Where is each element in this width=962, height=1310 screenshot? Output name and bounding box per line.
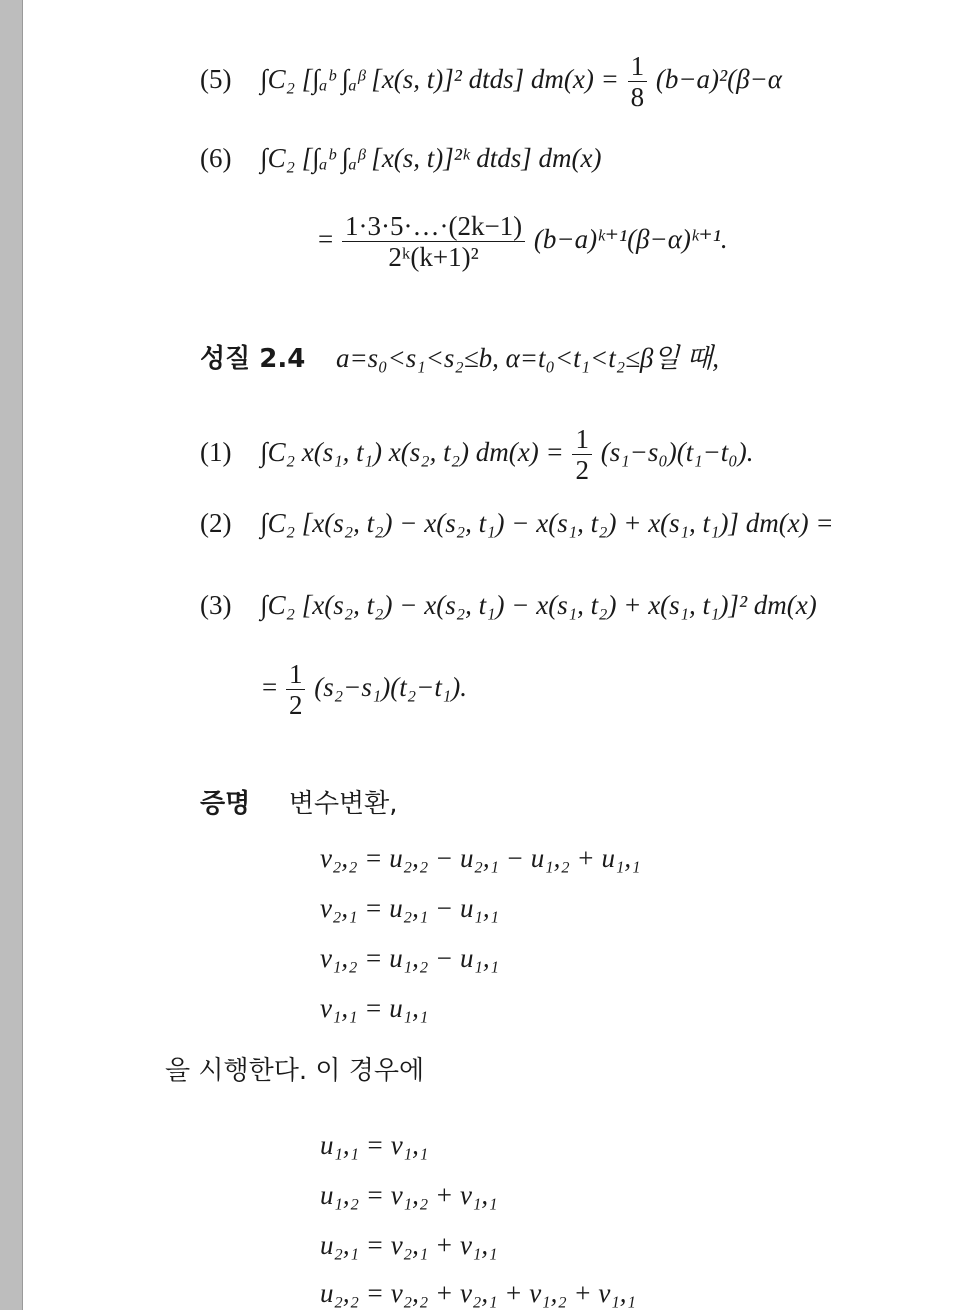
u-substitution-1: u₁,₂ = v₁,₂ + v₁,₁ (320, 1180, 498, 1210)
property-item-1-fraction (572, 425, 592, 485)
property-item-2-label: (2) (200, 508, 232, 538)
u-substitution-3: u₂,₂ = v₂,₂ + v₂,₁ + v₁,₂ + v₁,₁ (320, 1278, 636, 1308)
property-item-3 (200, 592, 817, 619)
property-item-1-label: (1) (200, 437, 232, 468)
u-substitution-2: u₂,₁ = v₂,₁ + v₁,₁ (320, 1230, 498, 1260)
property-item-2-expression: ∫C₂ [x(s₂, t₂) − x(s₂, t₁) − x(s₁, t₂) + x(s₁, t₁)] dm(x) = (260, 508, 834, 538)
property-item-1 (200, 425, 753, 485)
equation-5-denominator: 8 (630, 82, 645, 113)
equation-6-tail: (b−a)ᵏ⁺¹(β−α)ᵏ⁺¹. (533, 224, 728, 255)
property-item-3-continued (262, 660, 467, 720)
equation-5-fraction (628, 52, 648, 112)
proof-title: 증명 (200, 789, 251, 819)
property-heading (200, 345, 719, 372)
equation-6 (200, 145, 601, 172)
u-substitution-0: u₁,₁ = v₁,₁ (320, 1130, 429, 1160)
property-item-1-tail: (s₁−s₀)(t₁−t₀). (600, 437, 754, 468)
property-item-3-numerator: 1 (286, 660, 306, 690)
equals-sign: = (318, 224, 334, 255)
equation-5-expression: ∫C₂ [∫ₐᵇ ∫ₐᵝ [x(s, t)]² dtds] dm(x) = (260, 64, 626, 95)
equation-6-fraction (342, 212, 525, 272)
equation-6-continued (318, 212, 728, 272)
equation-5 (200, 52, 782, 112)
property-item-3-fraction (286, 660, 306, 720)
equation-6-denominator: 2ᵏ(k+1)² (388, 242, 479, 273)
proof-heading (200, 790, 398, 817)
property-item-3-tail: (s₂−s₁)(t₂−t₁). (314, 672, 467, 703)
v-substitution-2: v₁,₂ = u₁,₂ − u₁,₁ (320, 943, 499, 973)
equation-5-tail: (b−a)²(β−α (655, 64, 782, 95)
equation-6-expression: ∫C₂ [∫ₐᵇ ∫ₐᵝ [x(s, t)]²ᵏ dtds] dm(x) (260, 143, 602, 173)
property-item-1-expression: ∫C₂ x(s₁, t₁) x(s₂, t₂) dm(x) = (260, 437, 571, 468)
property-item-3-label: (3) (200, 590, 232, 620)
property-item-1-numerator: 1 (572, 425, 592, 455)
property-item-1-denominator: 2 (575, 455, 589, 486)
property-title: 성질 2.4 (200, 344, 306, 374)
v-substitution-1: v₂,₁ = u₂,₁ − u₁,₁ (320, 893, 499, 923)
proof-lead: 변수변환, (288, 789, 398, 819)
property-item-2 (200, 510, 834, 537)
equation-6-label: (6) (200, 143, 232, 173)
property-item-3-expression: ∫C₂ [x(s₂, t₂) − x(s₂, t₁) − x(s₁, t₂) + x(s₁, t₁)]² dm(x) (260, 590, 817, 620)
equation-6-numerator: 1·3·5·…·(2k−1) (342, 212, 525, 242)
property-condition: a=s₀<s₁<s₂≤b, α=t₀<t₁<t₂≤β일 때, (335, 343, 720, 373)
property-item-3-denominator: 2 (288, 690, 303, 721)
page-margin-strip (0, 0, 23, 1310)
proof-middle-text: 을 시행한다. 이 경우에 (165, 1056, 425, 1086)
equation-5-numerator: 1 (628, 52, 648, 82)
v-substitution-3: v₁,₁ = u₁,₁ (320, 993, 429, 1023)
equation-5-label: (5) (200, 64, 232, 95)
v-substitution-0: v₂,₂ = u₂,₂ − u₂,₁ − u₁,₂ + u₁,₁ (320, 843, 641, 873)
equals-sign: = (262, 672, 278, 703)
